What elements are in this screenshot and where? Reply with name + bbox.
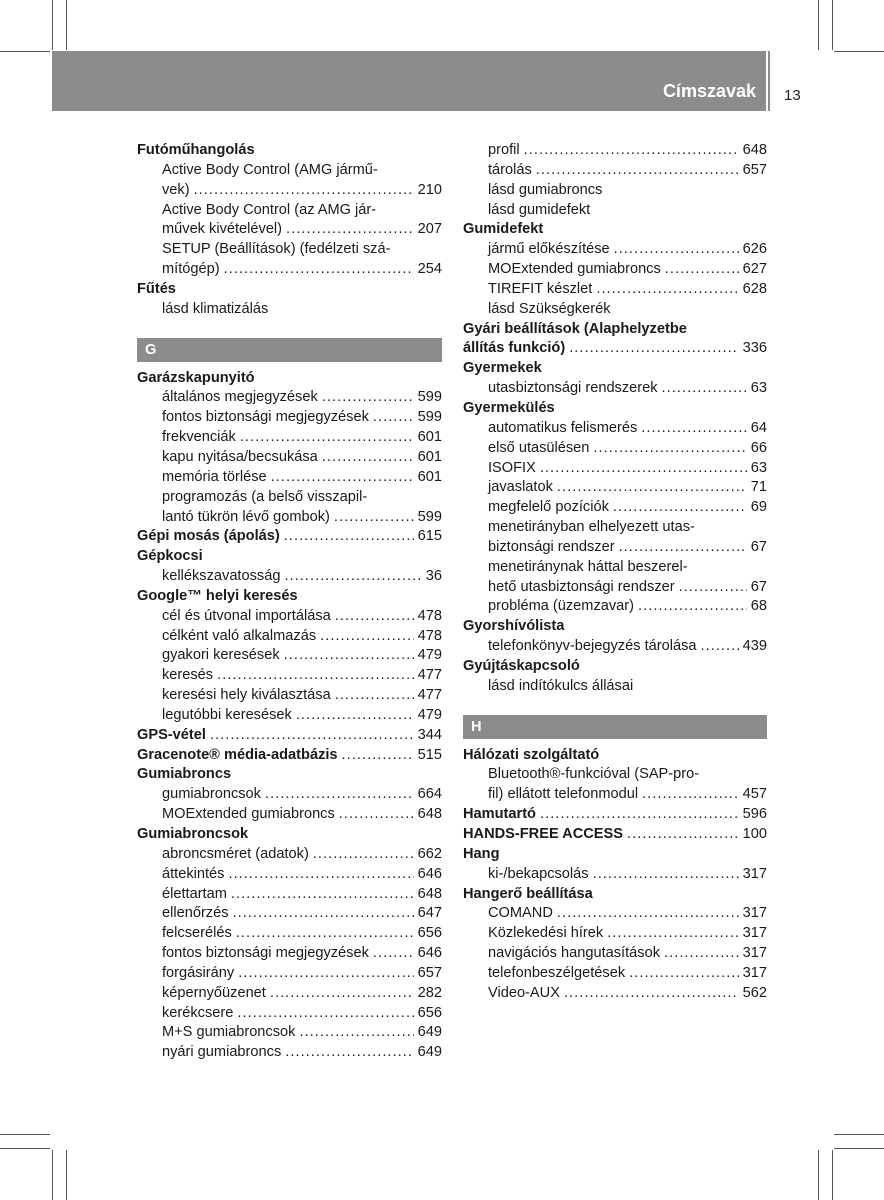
index-subentry: menetirányban elhelyezett utas- bbox=[488, 519, 695, 536]
entry-label: keresési hely kiválasztása bbox=[162, 687, 331, 704]
dot-leader bbox=[285, 1043, 413, 1063]
entry-label: vek) bbox=[162, 181, 190, 198]
page-reference: 562 bbox=[742, 984, 767, 1001]
page-reference: 478 bbox=[417, 627, 442, 644]
entry-label: Video-AUX bbox=[488, 984, 560, 1001]
entry-label: lantó tükrön lévő gombok) bbox=[162, 508, 330, 525]
crop-mark bbox=[52, 1150, 53, 1200]
page-reference: 344 bbox=[417, 726, 442, 743]
page-reference: 599 bbox=[417, 409, 442, 426]
entry-label: profil bbox=[488, 142, 520, 158]
dot-leader bbox=[627, 825, 739, 845]
index-entry bbox=[137, 924, 442, 944]
dot-leader bbox=[593, 865, 739, 885]
page-reference: 317 bbox=[742, 925, 767, 942]
index-heading: Gumiabroncs bbox=[137, 766, 232, 783]
entry-label: áttekintés bbox=[162, 865, 225, 882]
entry-label: javaslatok bbox=[488, 479, 553, 496]
page-reference: 317 bbox=[742, 905, 767, 922]
dot-leader bbox=[270, 984, 414, 1004]
entry-label: képernyőüzenet bbox=[162, 984, 266, 1001]
index-entry bbox=[137, 181, 442, 201]
entry-label: TIREFIT készlet bbox=[488, 280, 593, 297]
index-heading: Garázskapunyitó bbox=[137, 369, 255, 386]
entry-label: hető utasbiztonsági rendszer bbox=[488, 578, 675, 595]
entry-label: Gracenote® média-adatbázis bbox=[137, 746, 338, 763]
page-reference: 662 bbox=[417, 845, 442, 862]
dot-leader bbox=[210, 726, 414, 746]
page-reference: 601 bbox=[417, 429, 442, 446]
dot-leader bbox=[342, 746, 414, 766]
dot-leader bbox=[664, 944, 739, 964]
entry-label: forgásirány bbox=[162, 964, 235, 981]
entry-label: cél és útvonal importálása bbox=[162, 607, 331, 624]
dot-leader bbox=[335, 607, 414, 627]
dot-leader bbox=[524, 141, 739, 161]
dot-leader bbox=[284, 527, 414, 547]
dot-leader bbox=[322, 448, 414, 468]
page-reference: 63 bbox=[750, 459, 767, 476]
dot-leader bbox=[335, 686, 414, 706]
index-entry bbox=[463, 924, 767, 944]
dot-leader bbox=[322, 388, 414, 408]
crop-mark bbox=[832, 1150, 833, 1200]
index-heading: Gépkocsi bbox=[137, 548, 203, 565]
entry-label: biztonsági rendszer bbox=[488, 538, 615, 555]
dot-leader bbox=[596, 280, 738, 300]
dot-leader bbox=[236, 924, 414, 944]
page-reference: 596 bbox=[742, 806, 767, 823]
entry-label: navigációs hangutasítások bbox=[488, 945, 660, 962]
index-entry bbox=[137, 666, 442, 686]
dot-leader bbox=[284, 646, 414, 666]
page-reference: 69 bbox=[750, 499, 767, 516]
index-entry bbox=[137, 527, 442, 547]
crop-mark bbox=[834, 1148, 884, 1149]
index-entry bbox=[137, 646, 442, 666]
index-entry bbox=[137, 904, 442, 924]
index-subentry: lásd Szükségkerék bbox=[488, 300, 611, 317]
index-heading: Gyújtáskapcsoló bbox=[463, 657, 580, 674]
dot-leader bbox=[638, 597, 747, 617]
index-subentry: menetiránynak háttal beszerel- bbox=[488, 558, 688, 575]
index-subentry: SETUP (Beállítások) (fedélzeti szá- bbox=[162, 241, 391, 258]
entry-label: gumiabroncsok bbox=[162, 786, 261, 803]
page-reference: 628 bbox=[742, 280, 767, 297]
index-entry bbox=[137, 1043, 442, 1063]
index-heading: Futóműhangolás bbox=[137, 142, 255, 158]
index-heading: Gyári beállítások (Alaphelyzetbe bbox=[463, 320, 687, 337]
index-entry bbox=[137, 408, 442, 428]
dot-leader bbox=[228, 865, 413, 885]
index-entry bbox=[463, 944, 767, 964]
page-reference: 656 bbox=[417, 1004, 442, 1021]
dot-leader bbox=[237, 1004, 413, 1024]
entry-label: ISOFIX bbox=[488, 459, 536, 476]
dot-leader bbox=[284, 567, 421, 587]
page-reference: 100 bbox=[742, 826, 767, 842]
entry-label: frekvenciák bbox=[162, 429, 236, 446]
page-reference: 67 bbox=[750, 578, 767, 595]
entry-label: általános megjegyzések bbox=[162, 389, 318, 406]
entry-label: nyári gumiabroncs bbox=[162, 1044, 282, 1061]
index-entry bbox=[137, 885, 442, 905]
index-entry bbox=[137, 448, 442, 468]
page-reference: 317 bbox=[742, 945, 767, 962]
page-reference: 477 bbox=[417, 667, 442, 684]
index-entry bbox=[463, 984, 767, 1004]
index-entry bbox=[463, 379, 767, 399]
index-heading: Hang bbox=[463, 845, 500, 862]
crop-mark bbox=[0, 51, 50, 52]
dot-leader bbox=[194, 181, 414, 201]
index-entry bbox=[463, 637, 767, 657]
page-reference: 479 bbox=[417, 706, 442, 723]
index-entry bbox=[463, 904, 767, 924]
index-subentry: lásd gumiabroncs bbox=[488, 181, 603, 198]
crop-mark bbox=[66, 0, 67, 50]
index-heading: Gyermekek bbox=[463, 360, 542, 377]
index-entry bbox=[463, 785, 767, 805]
page-reference: 64 bbox=[750, 419, 767, 436]
page-reference: 66 bbox=[750, 439, 767, 456]
index-entry bbox=[463, 597, 767, 617]
page-reference: 646 bbox=[417, 865, 442, 882]
index-entry bbox=[137, 1004, 442, 1024]
dot-leader bbox=[313, 845, 414, 865]
index-heading: Hálózati szolgáltató bbox=[463, 746, 600, 763]
index-subentry: programozás (a belső visszapil- bbox=[162, 488, 368, 505]
index-entry bbox=[137, 220, 442, 240]
index-entry bbox=[463, 280, 767, 300]
dot-leader bbox=[224, 260, 414, 280]
entry-label: művek kivételével) bbox=[162, 221, 283, 238]
dot-leader bbox=[299, 1023, 413, 1043]
entry-label: jármű előkészítése bbox=[488, 241, 610, 258]
page-reference: 615 bbox=[417, 528, 442, 545]
page-reference: 317 bbox=[742, 964, 767, 981]
index-entry bbox=[137, 746, 442, 766]
page-reference: 599 bbox=[417, 389, 442, 406]
index-entry bbox=[463, 478, 767, 498]
dot-leader bbox=[339, 805, 414, 825]
entry-label: Közlekedési hírek bbox=[488, 925, 604, 942]
page-reference: 627 bbox=[742, 261, 767, 278]
index-entry bbox=[463, 260, 767, 280]
entry-label: felcserélés bbox=[162, 925, 232, 942]
entry-label: Gépi mosás (ápolás) bbox=[137, 528, 280, 545]
entry-label: utasbiztonsági rendszerek bbox=[488, 380, 658, 397]
entry-label: automatikus felismerés bbox=[488, 419, 638, 436]
index-entry bbox=[137, 726, 442, 746]
page-reference: 648 bbox=[417, 806, 442, 823]
dot-leader bbox=[540, 459, 747, 479]
header-bar bbox=[52, 51, 766, 111]
dot-leader bbox=[557, 478, 747, 498]
page-reference: 63 bbox=[750, 380, 767, 397]
page-reference: 71 bbox=[750, 479, 767, 496]
index-entry bbox=[137, 508, 442, 528]
crop-mark bbox=[834, 1134, 884, 1135]
entry-label: legutóbbi keresések bbox=[162, 706, 292, 723]
page-reference: 254 bbox=[417, 261, 442, 278]
dot-leader bbox=[593, 439, 746, 459]
entry-label: ellenőrzés bbox=[162, 905, 229, 922]
dot-leader bbox=[613, 498, 747, 518]
page-reference: 67 bbox=[750, 538, 767, 555]
index-heading: Gyorshívólista bbox=[463, 618, 565, 635]
page-reference: 207 bbox=[417, 221, 442, 238]
index-entry bbox=[137, 428, 442, 448]
entry-label: kellékszavatosság bbox=[162, 568, 281, 585]
entry-label: ki-/bekapcsolás bbox=[488, 865, 589, 882]
entry-label: kapu nyitása/becsukása bbox=[162, 448, 318, 465]
dot-leader bbox=[217, 666, 414, 686]
dot-leader bbox=[641, 419, 747, 439]
index-entry bbox=[463, 538, 767, 558]
entry-label: MOExtended gumiabroncs bbox=[488, 261, 661, 278]
index-entry bbox=[137, 805, 442, 825]
page-reference: 626 bbox=[742, 241, 767, 258]
dot-leader bbox=[240, 428, 414, 448]
page-reference: 210 bbox=[417, 181, 442, 198]
entry-label: gyakori keresések bbox=[162, 647, 280, 664]
index-entry bbox=[463, 161, 767, 181]
dot-leader bbox=[564, 984, 739, 1004]
page-title: Címszavak bbox=[662, 81, 756, 101]
index-subentry: lásd klimatizálás bbox=[162, 300, 269, 317]
page-reference: 336 bbox=[742, 340, 767, 357]
entry-label: fontos biztonsági megjegyzések bbox=[162, 945, 369, 962]
page-reference: 646 bbox=[417, 945, 442, 962]
page-reference: 478 bbox=[417, 607, 442, 624]
crop-mark bbox=[818, 1150, 819, 1200]
crop-mark bbox=[66, 1150, 67, 1200]
dot-leader bbox=[320, 627, 414, 647]
dot-leader bbox=[662, 379, 747, 399]
index-entry bbox=[463, 498, 767, 518]
page-number-box bbox=[768, 51, 832, 111]
entry-label: állítás funkció) bbox=[463, 340, 566, 357]
dot-leader bbox=[265, 785, 414, 805]
index-entry bbox=[463, 459, 767, 479]
page-reference: 649 bbox=[417, 1024, 442, 1041]
dot-leader bbox=[373, 944, 414, 964]
entry-label: GPS-vétel bbox=[137, 726, 206, 743]
dot-leader bbox=[619, 538, 747, 558]
entry-label: megfelelő pozíciók bbox=[488, 499, 609, 516]
dot-leader bbox=[231, 885, 414, 905]
entry-label: telefonbeszélgetések bbox=[488, 964, 626, 981]
page-reference: 657 bbox=[417, 964, 442, 981]
entry-label: fil) ellátott telefonmodul bbox=[488, 786, 639, 803]
index-entry bbox=[463, 339, 767, 359]
index-entry bbox=[137, 944, 442, 964]
index-entry bbox=[137, 964, 442, 984]
index-subentry: Active Body Control (az AMG jár- bbox=[162, 201, 377, 218]
page-reference: 649 bbox=[417, 1044, 442, 1061]
page-reference: 601 bbox=[417, 468, 442, 485]
index-entry bbox=[137, 686, 442, 706]
dot-leader bbox=[642, 785, 739, 805]
entry-label: mítógép) bbox=[162, 261, 220, 278]
crop-mark bbox=[832, 0, 833, 50]
index-entry bbox=[463, 240, 767, 260]
index-entry bbox=[463, 439, 767, 459]
index-subentry: Bluetooth®-funkcióval (SAP-pro- bbox=[488, 766, 700, 783]
index-subentry: lásd gumidefekt bbox=[488, 201, 591, 218]
index-entry bbox=[137, 627, 442, 647]
index-heading: Gumiabroncsok bbox=[137, 826, 249, 842]
index-entry bbox=[463, 865, 767, 885]
crop-mark bbox=[0, 1134, 50, 1135]
dot-leader bbox=[557, 904, 739, 924]
dot-leader bbox=[607, 924, 738, 944]
page-number: 13 bbox=[784, 87, 801, 104]
dot-leader bbox=[614, 240, 739, 260]
index-entry bbox=[463, 964, 767, 984]
entry-label: Hamutartó bbox=[463, 806, 536, 823]
entry-label: MOExtended gumiabroncs bbox=[162, 806, 335, 823]
dot-leader bbox=[238, 964, 413, 984]
index-entry bbox=[137, 607, 442, 627]
page-reference: 439 bbox=[742, 638, 767, 655]
index-entry bbox=[137, 845, 442, 865]
index-entry bbox=[137, 785, 442, 805]
index-entry bbox=[137, 1023, 442, 1043]
dot-leader bbox=[540, 805, 739, 825]
index-entry bbox=[463, 825, 767, 845]
page-reference: 479 bbox=[417, 647, 442, 664]
index-entry bbox=[463, 141, 767, 161]
page-reference: 68 bbox=[750, 598, 767, 615]
crop-mark bbox=[52, 0, 53, 50]
dot-leader bbox=[679, 578, 747, 598]
entry-label: kerékcsere bbox=[162, 1004, 234, 1021]
page-reference: 648 bbox=[417, 885, 442, 902]
spacer bbox=[137, 320, 442, 330]
dot-leader bbox=[334, 508, 414, 528]
index-entry bbox=[137, 260, 442, 280]
index-heading: Gumidefekt bbox=[463, 221, 544, 238]
index-heading: Gyermekülés bbox=[463, 399, 555, 416]
index-entry bbox=[137, 468, 442, 488]
index-entry bbox=[137, 567, 442, 587]
dot-leader bbox=[701, 637, 739, 657]
index-entry bbox=[463, 805, 767, 825]
index-heading: Hangerő beállítása bbox=[463, 885, 593, 902]
index-entry bbox=[137, 865, 442, 885]
index-column-left bbox=[137, 141, 442, 1063]
page-reference: 36 bbox=[425, 568, 442, 585]
page-reference: 317 bbox=[742, 865, 767, 882]
spacer bbox=[463, 697, 767, 707]
page-reference: 477 bbox=[417, 687, 442, 704]
dot-leader bbox=[569, 339, 738, 359]
index-entry bbox=[463, 578, 767, 598]
index-subentry: Active Body Control (AMG jármű- bbox=[162, 161, 378, 178]
dot-leader bbox=[296, 706, 414, 726]
page-reference: 656 bbox=[417, 925, 442, 942]
page-reference: 601 bbox=[417, 448, 442, 465]
dot-leader bbox=[233, 904, 414, 924]
entry-label: abroncsméret (adatok) bbox=[162, 845, 309, 862]
page-reference: 282 bbox=[417, 984, 442, 1001]
entry-label: memória törlése bbox=[162, 468, 267, 485]
entry-label: keresés bbox=[162, 667, 214, 684]
index-entry bbox=[137, 706, 442, 726]
entry-label: COMAND bbox=[488, 905, 553, 922]
index-entry bbox=[463, 419, 767, 439]
index-entry bbox=[137, 388, 442, 408]
dot-leader bbox=[271, 468, 414, 488]
index-heading: Google™ helyi keresés bbox=[137, 587, 298, 604]
entry-label: célként való alkalmazás bbox=[162, 627, 317, 644]
entry-label: élettartam bbox=[162, 885, 227, 902]
index-heading: Fűtés bbox=[137, 280, 176, 297]
index-column-right bbox=[463, 141, 767, 1004]
section-letter-header: H bbox=[463, 715, 767, 739]
crop-mark bbox=[0, 1148, 50, 1149]
entry-label: fontos biztonsági megjegyzések bbox=[162, 409, 369, 426]
page-reference: 515 bbox=[417, 746, 442, 763]
dot-leader bbox=[665, 260, 739, 280]
index-entry bbox=[137, 984, 442, 1004]
index-subentry: lásd indítókulcs állásai bbox=[488, 677, 634, 694]
crop-mark bbox=[818, 0, 819, 50]
page-reference: 599 bbox=[417, 508, 442, 525]
entry-label: probléma (üzemzavar) bbox=[488, 598, 634, 615]
page-reference: 457 bbox=[742, 786, 767, 803]
dot-leader bbox=[286, 220, 414, 240]
entry-label: első utasülésen bbox=[488, 439, 590, 456]
entry-label: HANDS-FREE ACCESS bbox=[463, 826, 624, 842]
crop-mark bbox=[834, 51, 884, 52]
dot-leader bbox=[373, 408, 414, 428]
page-reference: 657 bbox=[742, 161, 767, 178]
page-reference: 648 bbox=[742, 142, 767, 158]
page-reference: 664 bbox=[417, 786, 442, 803]
entry-label: tárolás bbox=[488, 161, 532, 178]
entry-label: telefonkönyv-bejegyzés tárolása bbox=[488, 638, 697, 655]
dot-leader bbox=[629, 964, 739, 984]
page-reference: 647 bbox=[417, 905, 442, 922]
section-letter-header: G bbox=[137, 338, 442, 362]
dot-leader bbox=[536, 161, 739, 181]
entry-label: M+S gumiabroncsok bbox=[162, 1024, 296, 1041]
